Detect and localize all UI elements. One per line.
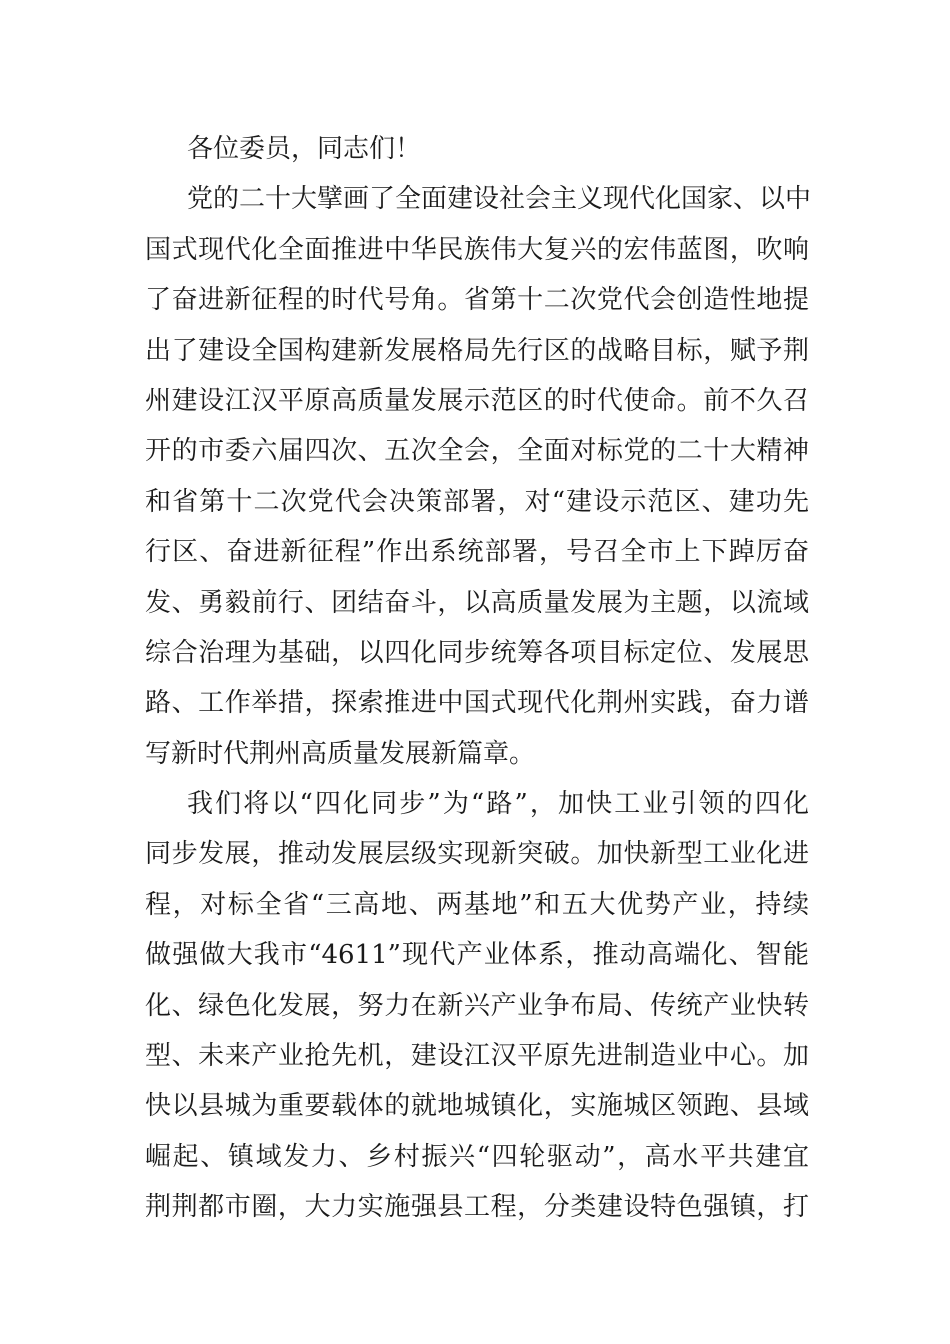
paragraph-1-line: 了奋进新征程的时代号角。省第十二次党代会创造性地提	[145, 285, 809, 316]
paragraph-1-line: 国式现代化全面推进中华民族伟大复兴的宏伟蓝图，吹响	[145, 234, 809, 265]
paragraph-2-line: 崛起、镇域发力、乡村振兴“四轮驱动”，高水平共建宜	[145, 1141, 809, 1172]
paragraph-2-line: 型、未来产业抢先机，建设江汉平原先进制造业中心。加	[145, 1041, 809, 1072]
paragraph-1-line: 综合治理为基础，以四化同步统筹各项目标定位、发展思	[145, 637, 809, 668]
paragraph-2-line: 程，对标全省“三高地、两基地”和五大优势产业，持续	[145, 889, 809, 920]
paragraph-2-line: 快以县城为重要载体的就地城镇化，实施城区领跑、县域	[145, 1091, 809, 1122]
paragraph-1-line: 发、勇毅前行、团结奋斗，以高质量发展为主题，以流域	[145, 587, 809, 618]
paragraph-1-line: 和省第十二次党代会决策部署，对“建设示范区、建功先	[145, 486, 809, 517]
paragraph-1-line: 行区、奋进新征程”作出系统部署，号召全市上下踔厉奋	[145, 537, 809, 568]
paragraph-1	[145, 174, 812, 779]
paragraph-2-line: 同步发展，推动发展层级实现新突破。加快新型工业化进	[145, 839, 809, 870]
paragraph-2-line: 化、绿色化发展，努力在新兴产业争布局、传统产业快转	[145, 990, 809, 1021]
document-body	[145, 124, 812, 1233]
paragraph-2	[145, 779, 809, 1233]
paragraph-1-line: 党的二十大擘画了全面建设社会主义现代化国家、以中	[187, 184, 812, 215]
paragraph-2-line: 我们将以“四化同步”为“路”，加快工业引领的四化	[187, 789, 809, 820]
paragraph-1-line: 出了建设全国构建新发展格局先行区的战略目标，赋予荆	[145, 335, 809, 366]
paragraph-2-line: 荆荆都市圈，大力实施强县工程，分类建设特色强镇，打	[145, 1192, 809, 1223]
paragraph-2-line: 做强做大我市“4611”现代产业体系，推动高端化、智能	[145, 940, 809, 971]
paragraph-1-line: 开的市委六届四次、五次全会，全面对标党的二十大精神	[145, 436, 809, 467]
paragraph-1-line: 州建设江汉平原高质量发展示范区的时代使命。前不久召	[145, 385, 809, 416]
paragraph-1-line-last: 写新时代荆州高质量发展新篇章。	[145, 738, 536, 769]
paragraph-1-line: 路、工作举措，探索推进中国式现代化荆州实践，奋力谱	[145, 688, 809, 719]
salutation: 各位委员，同志们！	[187, 134, 422, 164]
